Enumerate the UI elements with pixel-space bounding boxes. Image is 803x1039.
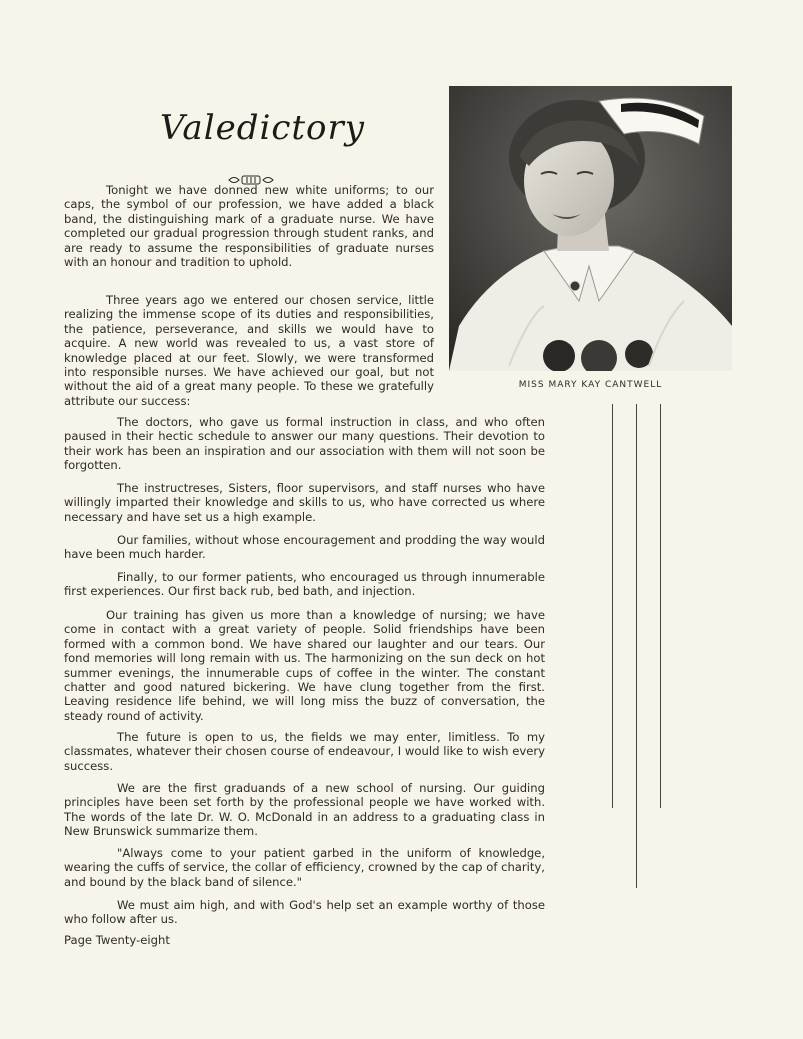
page-number: Page Twenty-eight: [64, 933, 170, 947]
paragraph: Our training has given us more than a knowledge of nursing; we have come in contact with a great variety of people. Solid friendships have been formed with a common bond. We have shared our laughter and our tears. Our fond memories will long remain with us. The harmonizing on the sun deck on hot summer evenings, the innumerable cups of coffee in the winter. The constant chatter and good natured bickering. We have clung together from the first. Leaving residence life behind, we will long miss the buzz of conversation, the steady round of activity.: [64, 608, 545, 723]
paragraph: We are the first graduands of a new school of nursing. Our guiding principles have been set forth by the professional people we have worked with. The words of the late Dr. W. O. McDonald in an address to a graduating class in New Brunswick summarize them.: [64, 781, 545, 839]
paragraph: Tonight we have donned new white uniforms; to our caps, the symbol of our profession, we have added a black band, the distinguishing mark of a graduate nurse. We have completed our gradual progression through student ranks, and are ready to assume the responsibilities of graduate nurses with an honour and tradition to uphold.: [64, 183, 434, 270]
photo-caption: MISS MARY KAY CANTWELL: [518, 380, 663, 390]
paragraph: The doctors, who gave us formal instruction in class, and who often paused in their hectic schedule to answer our many questions. Their devotion to their work has been an inspiration and our association with them will not soon be forgotten.: [64, 415, 545, 473]
decorative-rule: [636, 404, 637, 888]
quotation-paragraph: "Always come to your patient garbed in the uniform of knowledge, wearing the cuffs of service, the collar of efficiency, crowned by the cap of charity, and bound by the black band of silence.": [64, 846, 545, 889]
paragraph: Our families, without whose encouragement and prodding the way would have been much harder.: [64, 533, 545, 562]
decorative-rule: [660, 404, 661, 808]
paragraph: Finally, to our former patients, who encouraged us through innumerable first experiences. Our first back rub, bed bath, and injection.: [64, 570, 545, 599]
graduate-portrait-photo: [449, 86, 732, 371]
decorative-rule: [612, 404, 613, 808]
paragraph: The instructreses, Sisters, floor supervisors, and staff nurses who have willingly imparted their knowledge and skills to us, who have corrected us where necessary and have set us a high example.: [64, 481, 545, 524]
paragraph: The future is open to us, the fields we may enter, limitless. To my classmates, whatever their chosen course of endeavour, I would like to wish every success.: [64, 730, 545, 773]
page-title: Valedictory: [160, 108, 365, 148]
paragraph: Three years ago we entered our chosen service, little realizing the immense scope of its duties and responsibilities, the patience, perseverance, and skills we would have to acquire. A new world was revealed to us, a vast store of knowledge placed at our feet. Slowly, we were transformed into responsible nurses. We have achieved our goal, but not without the aid of a great many people. To these we gratefully attribute our success:: [64, 293, 434, 408]
paragraph: We must aim high, and with God's help set an example worthy of those who follow after us.: [64, 898, 545, 927]
